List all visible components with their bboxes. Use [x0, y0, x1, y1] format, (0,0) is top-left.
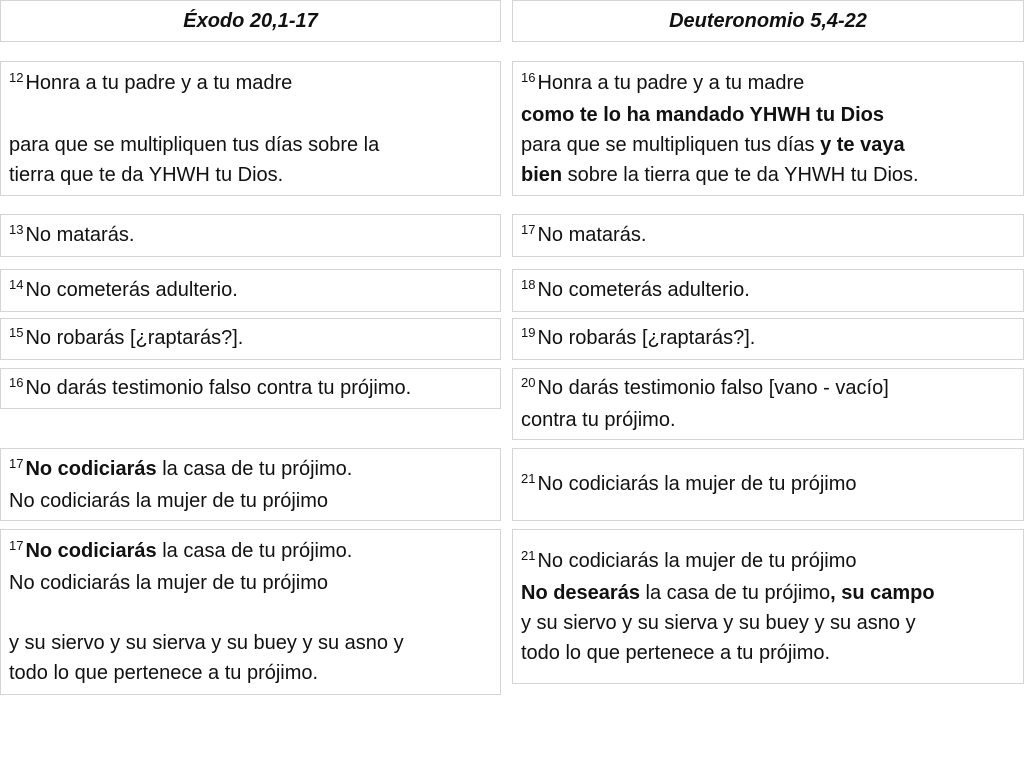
verse-line: [521, 469, 1015, 501]
header-exodo: [0, 0, 501, 42]
header-deuteronomio-label: Deuteronomio 5,4-22: [669, 10, 867, 32]
header-exodo-label: Éxodo 20,1-17: [183, 10, 318, 32]
exodo-verse-17b: [0, 529, 501, 695]
verse-text: No cometerás adulterio.: [537, 278, 750, 301]
verse-line: y su siervo y su sierva y su buey y su asno y: [9, 632, 404, 654]
exodo-verse-17a: [0, 448, 501, 521]
verse-number: 17: [9, 455, 24, 471]
verse-line: y su siervo y su sierva y su buey y su asno y: [521, 611, 916, 634]
exodo-verse-15: [0, 318, 501, 360]
verse-line: contra tu prójimo.: [521, 409, 676, 431]
verse-text: No matarás.: [537, 223, 647, 246]
verse-number: 17: [9, 538, 24, 553]
exodo-verse-16: [0, 368, 501, 409]
header-deuteronomio: [512, 0, 1024, 42]
verse-text: No codiciarás la mujer de tu prójimo: [537, 472, 857, 495]
verse-number: 16: [9, 374, 24, 390]
verse-text-emphasis: No codiciarás: [25, 457, 157, 480]
verse-line: [521, 160, 1015, 190]
verse-line: [521, 373, 1015, 405]
verse-number: 20: [521, 375, 536, 390]
verse-number: 13: [9, 221, 24, 237]
spacer: [9, 100, 492, 130]
verse-line: [521, 130, 1015, 160]
verse-text: la casa de tu prójimo.: [156, 457, 353, 480]
deut-verse-16: [512, 61, 1024, 196]
verse-line: [9, 536, 492, 568]
verse-text-emphasis: No codiciarás: [25, 540, 157, 562]
verse-text: No cometerás adulterio.: [25, 278, 238, 301]
verse-line: [9, 275, 492, 307]
verse-text: la casa de tu prójimo: [639, 581, 831, 604]
verse-number: 14: [9, 276, 24, 292]
deut-verse-21b: [512, 529, 1024, 684]
verse-text: para que se multipliquen tus días: [521, 133, 821, 156]
verse-text: Honra a tu padre y a tu madre: [537, 71, 805, 94]
exodo-verse-14: [0, 269, 501, 312]
verse-text: No darás testimonio falso [vano - vacío]: [537, 377, 889, 399]
verse-line: [521, 220, 1015, 252]
verse-line: [9, 454, 492, 486]
verse-line: [521, 323, 1015, 355]
verse-line: [9, 323, 492, 355]
verse-number: 19: [521, 325, 536, 340]
verse-line: [521, 546, 1015, 578]
verse-number: 15: [9, 325, 24, 340]
verse-text: Honra a tu padre y a tu madre: [25, 71, 293, 94]
deut-verse-17: [512, 214, 1024, 257]
verse-line: tierra que te da YHWH tu Dios.: [9, 163, 284, 186]
verse-line: No codiciarás la mujer de tu prójimo: [9, 489, 329, 512]
verse-line: No codiciarás la mujer de tu prójimo: [9, 572, 329, 594]
verse-line-added: como te lo ha mandado YHWH tu Dios: [521, 103, 884, 126]
verse-line: [9, 68, 492, 100]
spacer: [9, 598, 492, 628]
verse-text: No darás testimonio falso contra tu prójimo.: [25, 376, 412, 399]
verse-number: 12: [9, 69, 24, 85]
verse-text-added: y te vaya: [820, 133, 905, 156]
verse-text: No robarás [¿raptarás?].: [25, 327, 244, 349]
verse-text: No robarás [¿raptarás?].: [537, 327, 756, 349]
exodo-verse-12: [0, 61, 501, 196]
deut-verse-19: [512, 318, 1024, 360]
deut-verse-18: [512, 269, 1024, 312]
verse-line: [521, 68, 1015, 100]
verse-text-added: bien: [521, 163, 563, 186]
verse-line: para que se multipliquen tus días sobre la: [9, 133, 380, 156]
exodo-verse-13: [0, 214, 501, 257]
verse-line: todo lo que pertenece a tu prójimo.: [9, 662, 319, 684]
deut-verse-20: [512, 368, 1024, 440]
verse-text-emphasis: No desearás: [521, 581, 640, 604]
verse-line: todo lo que pertenece a tu prójimo.: [521, 641, 831, 664]
verse-line: [9, 373, 492, 405]
verse-line: [521, 578, 1015, 608]
verse-text: No matarás.: [25, 223, 135, 246]
verse-text-added: , su campo: [830, 581, 935, 604]
verse-number: 17: [521, 221, 536, 237]
verse-text: sobre la tierra que te da YHWH tu Dios.: [562, 163, 919, 186]
verse-number: 21: [521, 470, 536, 486]
verse-line: [521, 275, 1015, 307]
verse-number: 21: [521, 547, 536, 563]
deut-verse-21a: [512, 448, 1024, 521]
verse-number: 18: [521, 276, 536, 292]
verse-line: [9, 220, 492, 252]
verse-text: No codiciarás la mujer de tu prójimo: [537, 549, 857, 572]
verse-number: 16: [521, 69, 536, 85]
verse-text: la casa de tu prójimo.: [156, 540, 353, 562]
